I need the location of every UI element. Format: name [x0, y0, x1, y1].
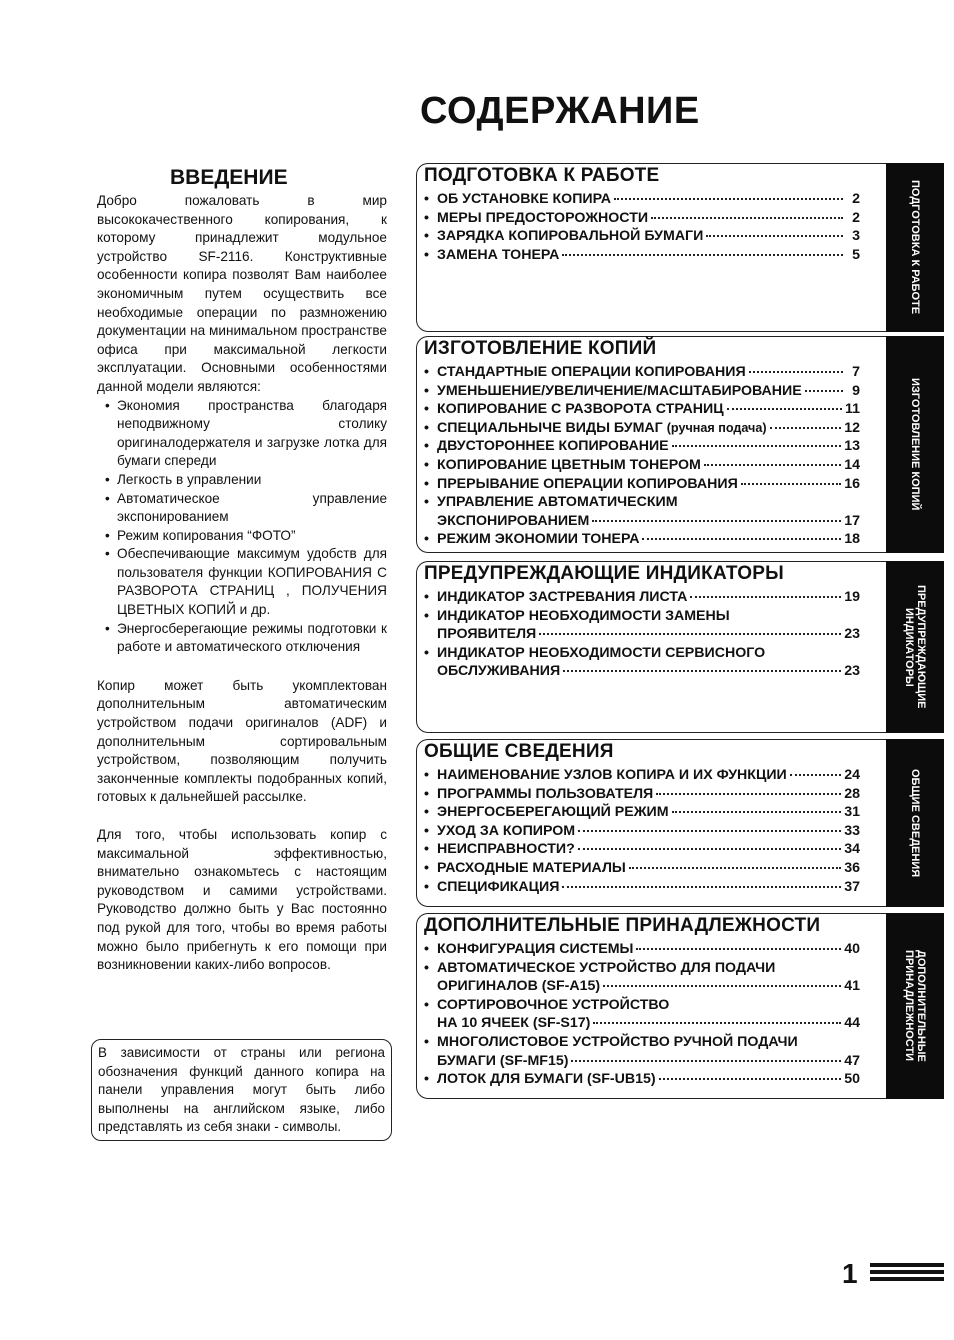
bullet-icon: •	[424, 531, 429, 548]
toc-entry-title: ОБСЛУЖИВАНИЯ	[437, 663, 561, 680]
section-tab-label: ДОПОЛНИТЕЛЬНЫЕ ПРИНАДЛЕЖНОСТИ	[903, 950, 927, 1062]
toc-entry[interactable]	[424, 1033, 860, 1052]
toc-section-copying	[416, 336, 944, 553]
section-tab[interactable]	[886, 913, 944, 1099]
toc-entry-page: 19	[844, 589, 860, 605]
toc-entry-title: ИНДИКАТОР НЕОБХОДИМОСТИ ЗАМЕНЫ	[437, 607, 730, 624]
dot-leader	[578, 848, 841, 850]
toc-entry[interactable]	[424, 382, 860, 401]
bullet-icon: •	[424, 804, 429, 821]
bullet-icon: •	[424, 644, 429, 661]
toc-entry-page: 23	[844, 626, 860, 643]
toc-entry-page: 13	[844, 438, 860, 455]
dot-leader	[706, 235, 843, 237]
toc-entry[interactable]	[424, 644, 860, 663]
bullet-icon: •	[424, 607, 429, 624]
toc-entry-note: (ручная подача)	[666, 420, 767, 435]
toc-entry[interactable]	[424, 456, 860, 475]
toc-entry-page: 34	[844, 841, 860, 858]
bullet-icon: •	[424, 246, 429, 263]
toc-entry[interactable]	[424, 437, 860, 456]
toc-entries	[424, 766, 860, 896]
toc-entry-title: КОПИРОВАНИЕ С РАЗВОРОТА СТРАНИЦ	[437, 401, 724, 418]
toc-entries	[424, 588, 860, 681]
toc-entry-title: РЕЖИМ ЭКОНОМИИ ТОНЕРА	[437, 531, 640, 548]
bullet-icon: •	[424, 494, 429, 511]
dot-leader	[770, 427, 842, 429]
feature-item: • Режим копирования “ФОТО”	[117, 527, 387, 546]
toc-entry[interactable]	[424, 878, 860, 897]
feature-item: • Энергосберегающие режимы подготовки к работе и автоматического отключения	[117, 620, 387, 657]
bullet-icon: •	[424, 191, 429, 207]
toc-entry-title: ОБ УСТАНОВКЕ КОПИРА	[437, 191, 612, 207]
toc-entry-page: 36	[844, 859, 860, 876]
toc-entry[interactable]	[424, 190, 860, 209]
toc-entry[interactable]	[424, 400, 860, 419]
toc-entry[interactable]	[424, 363, 860, 382]
section-tab[interactable]	[886, 163, 944, 332]
toc-entries	[424, 940, 860, 1089]
toc-entry-title: ИНДИКАТОР НЕОБХОДИМОСТИ СЕРВИСНОГО	[437, 644, 766, 661]
bullet-icon: •	[424, 859, 429, 876]
dot-leader	[629, 867, 841, 869]
toc-entry-page: 44	[844, 1015, 860, 1032]
toc-entry[interactable]	[424, 512, 860, 531]
toc-entry[interactable]	[424, 1014, 860, 1033]
toc-entry-title: НА 10 ЯЧЕЕК (SF-S17)	[437, 1015, 591, 1032]
toc-entry-title: ПРОЯВИТЕЛЯ	[437, 626, 537, 643]
page-number-rule	[870, 1270, 944, 1274]
toc-entry-title: ДВУСТОРОННЕЕ КОПИРОВАНИЕ	[437, 438, 669, 455]
toc-entry[interactable]	[424, 493, 860, 512]
section-tab[interactable]	[886, 739, 944, 907]
dot-leader	[672, 445, 842, 447]
bullet-icon: •	[424, 419, 429, 436]
section-heading: ПОДГОТОВКА К РАБОТЕ	[424, 165, 660, 186]
dot-leader	[690, 596, 841, 598]
toc-entry[interactable]	[424, 859, 860, 878]
toc-entry-page: 14	[844, 456, 860, 473]
section-tab[interactable]	[886, 336, 944, 553]
dot-leader	[636, 948, 841, 950]
toc-entry-title: УМЕНЬШЕНИЕ/УВЕЛИЧЕНИЕ/МАСШТАБИРОВАНИЕ	[437, 382, 802, 399]
toc-entry[interactable]	[424, 475, 860, 494]
dot-leader	[562, 254, 843, 256]
bullet-icon: •	[424, 456, 429, 473]
toc-entry-page: 28	[844, 785, 860, 802]
toc-entry-page: 18	[844, 531, 860, 548]
toc-entry-page: 2	[852, 191, 860, 207]
toc-entry-title: СОРТИРОВОЧНОЕ УСТРОЙСТВО	[437, 996, 670, 1013]
bullet-icon: •	[424, 878, 429, 895]
toc-entry-title: АВТОМАТИЧЕСКОЕ УСТРОЙСТВО ДЛЯ ПОДАЧИ	[437, 959, 776, 976]
dot-leader	[749, 371, 843, 373]
bullet-icon: •	[424, 382, 429, 399]
toc-entry-page: 23	[844, 663, 860, 680]
feature-item: • Обеспечивающие максимум удобств для пользователя функции КОПИРОВАНИЯ С РАЗВОРОТА СТРАНИЦ , ПОЛУЧЕНИЯ ЦВЕТНЫХ КОПИЙ и др.	[117, 545, 387, 619]
bullet-icon: •	[424, 785, 429, 802]
toc-entry-page: 9	[852, 382, 860, 399]
bullet-icon: •	[424, 941, 429, 957]
dot-leader	[539, 633, 841, 635]
toc-entry-title: РАСХОДНЫЕ МАТЕРИАЛЫ	[437, 859, 626, 876]
toc-entry-page: 17	[844, 512, 860, 529]
bullet-icon: •	[424, 822, 429, 839]
toc-section-preparation	[416, 163, 944, 332]
toc-entry-page: 16	[844, 475, 860, 492]
section-heading: ПРЕДУПРЕЖДАЮЩИЕ ИНДИКАТОРЫ	[424, 563, 784, 584]
intro-paragraph: Для того, чтобы использовать копир с максимальной эффективностью, внимательно ознакомьтесь с настоящим руководством и самими устройствами. Руководство должно быть у Вас постоянно под рукой для того, чтобы во время работы можно было прибегнуть к его помощи при возникновении каких-либо вопросов.	[97, 827, 387, 973]
toc-entry-page: 33	[844, 822, 860, 839]
toc-entry-page: 12	[844, 419, 860, 436]
toc-entry-title: УПРАВЛЕНИЕ АВТОМАТИЧЕСКИМ	[437, 494, 678, 511]
toc-entry-page: 7	[852, 364, 860, 380]
toc-entry-page: 50	[844, 1071, 860, 1088]
bullet-icon: •	[424, 589, 429, 605]
toc-entry[interactable]	[424, 246, 860, 265]
toc-entry[interactable]	[424, 803, 860, 822]
toc-entry[interactable]	[424, 840, 860, 859]
dot-leader	[571, 1060, 841, 1062]
toc-entries	[424, 363, 860, 549]
toc-entry-page: 31	[844, 804, 860, 821]
toc-section-indicators	[416, 561, 944, 733]
bullet-icon: •	[424, 209, 429, 226]
toc-entry[interactable]	[424, 662, 860, 681]
toc-entry-page: 41	[844, 978, 860, 995]
dot-leader	[592, 520, 841, 522]
bullet-icon: •	[424, 228, 429, 245]
toc-entry-page: 47	[844, 1052, 860, 1069]
toc-section-general	[416, 739, 944, 907]
toc-entry-page: 3	[852, 228, 860, 245]
dot-leader	[672, 811, 842, 813]
toc-entry-title: ЭКСПОНИРОВАНИЕМ	[437, 512, 590, 529]
dot-leader	[704, 464, 841, 466]
bullet-icon: •	[424, 1033, 429, 1050]
toc-entry-page: 2	[852, 209, 860, 226]
toc-entry[interactable]	[424, 227, 860, 246]
dot-leader	[614, 198, 843, 200]
toc-entries	[424, 190, 860, 264]
toc-entry-page: 24	[844, 767, 860, 783]
section-tab[interactable]	[886, 561, 944, 733]
dot-leader	[790, 774, 842, 776]
region-note: В зависимости от страны или региона обозначения функций данного копира на панели управления могут быть либо выполнены на английском языке, либо представлять из себя знаки - символы.	[91, 1039, 392, 1141]
toc-entry[interactable]	[424, 977, 860, 996]
toc-entry[interactable]	[424, 625, 860, 644]
toc-entry[interactable]	[424, 607, 860, 626]
dot-leader	[805, 390, 843, 392]
dot-leader	[741, 483, 841, 485]
toc-entry[interactable]	[424, 1052, 860, 1071]
toc-entry[interactable]	[424, 996, 860, 1015]
page-number: 1	[842, 1258, 858, 1289]
section-tab-label: ПРЕДУПРЕЖДАЮЩИЕ ИНДИКАТОРЫ	[903, 585, 927, 709]
dot-leader	[656, 793, 841, 795]
feature-item: • Автоматическое управление экспонированием	[117, 490, 387, 527]
bullet-icon: •	[424, 841, 429, 858]
intro-heading: ВВЕДЕНИЕ	[170, 166, 288, 189]
toc-entry-title: КОНФИГУРАЦИЯ СИСТЕМЫ	[437, 941, 634, 957]
bullet-icon: •	[424, 475, 429, 492]
toc-entry-title: СПЕЦИАЛЬНЫЧЕ ВИДЫ БУМАГ	[437, 419, 663, 436]
bullet-icon: •	[424, 364, 429, 380]
section-tab-label: ОБЩИЕ СВЕДЕНИЯ	[909, 768, 921, 878]
toc-entry-title: МНОГОЛИСТОВОЕ УСТРОЙСТВО РУЧНОЙ ПОДАЧИ	[437, 1033, 798, 1050]
bullet-icon: •	[424, 767, 429, 783]
bullet-icon: •	[424, 438, 429, 455]
toc-entry-title: ЗАРЯДКА КОПИРОВАЛЬНОЙ БУМАГИ	[437, 228, 704, 245]
section-tab-label: ИЗГОТОВЛЕНИЕ КОПИЙ	[909, 378, 921, 511]
bullet-icon: •	[424, 996, 429, 1013]
section-heading: ИЗГОТОВЛЕНИЕ КОПИЙ	[424, 338, 657, 359]
dot-leader	[593, 1022, 841, 1024]
feature-item: • Легкость в управлении	[117, 471, 387, 490]
toc-entry[interactable]	[424, 766, 860, 785]
feature-list	[97, 397, 387, 657]
toc-entry[interactable]	[424, 209, 860, 228]
page-title: СОДЕРЖАНИЕ	[420, 90, 700, 132]
toc-entry[interactable]	[424, 940, 860, 959]
toc-entry-title: ОРИГИНАЛОВ (SF-A15)	[437, 978, 601, 995]
toc-entry[interactable]	[424, 419, 860, 438]
intro-paragraph: Копир может быть укомплектован дополнительным автоматическим устройством подачи оригиналов (ADF) и дополнительным сортировальным устройством, позволяющим получить законченные комплекты подобранных копий, готовых к дальнейшей рассылке.	[97, 677, 387, 805]
dot-leader	[562, 886, 841, 888]
section-tab-label: ПОДГОТОВКА К РАБОТЕ	[909, 180, 921, 315]
toc-entry-title: КОПИРОВАНИЕ ЦВЕТНЫМ ТОНЕРОМ	[437, 456, 701, 473]
intro-paragraph: Добро пожаловать в мир высококачественного копирования, к которому принадлежит модульное устройство SF-2116. Конструктивные особенности копира позволят Вам наиболее экономичным путем осуществить все необходимые операции по размножению документации на минимальном пространстве офиса при максимальной легкости эксплуатации. Основными особенностями данной модели являются:	[97, 193, 387, 394]
toc-entry[interactable]	[424, 785, 860, 804]
dot-leader	[651, 217, 843, 219]
toc-entry[interactable]	[424, 959, 860, 978]
toc-entry-title: МЕРЫ ПРЕДОСТОРОЖНОСТИ	[437, 209, 649, 226]
dot-leader	[603, 985, 841, 987]
toc-entry[interactable]	[424, 1070, 860, 1089]
toc-entry-title: УХОД ЗА КОПИРОМ	[437, 822, 576, 839]
toc-entry-title: СПЕЦИФИКАЦИЯ	[437, 878, 560, 895]
toc-entry[interactable]	[424, 588, 860, 607]
toc-entry[interactable]	[424, 822, 860, 841]
dot-leader	[642, 538, 841, 540]
toc-entry-title: ИНДИКАТОР ЗАСТРЕВАНИЯ ЛИСТА	[437, 589, 688, 605]
toc-entry[interactable]	[424, 530, 860, 549]
bullet-icon: •	[424, 1071, 429, 1088]
toc-entry-title: ПРЕРЫВАНИЕ ОПЕРАЦИИ КОПИРОВАНИЯ	[437, 475, 738, 492]
toc-entry-page: 11	[845, 401, 860, 418]
toc-entry-title: НЕИСПРАВНОСТИ?	[437, 841, 575, 858]
section-heading: ДОПОЛНИТЕЛЬНЫЕ ПРИНАДЛЕЖНОСТИ	[424, 915, 821, 936]
dot-leader	[563, 670, 841, 672]
bullet-icon: •	[424, 401, 429, 418]
dot-leader	[727, 408, 842, 410]
page-number-rule	[870, 1263, 944, 1267]
toc-entry-title: БУМАГИ (SF-MF15)	[437, 1052, 569, 1069]
dot-leader	[659, 1078, 842, 1080]
toc-entry-page: 40	[844, 941, 860, 957]
section-heading: ОБЩИЕ СВЕДЕНИЯ	[424, 741, 614, 762]
toc-entry-title: НАИМЕНОВАНИЕ УЗЛОВ КОПИРА И ИХ ФУНКЦИИ	[437, 767, 787, 783]
toc-entry-page: 5	[852, 246, 860, 263]
toc-entry-title: ПРОГРАММЫ ПОЛЬЗОВАТЕЛЯ	[437, 785, 654, 802]
intro-text	[97, 192, 387, 975]
page-number-rule	[870, 1277, 944, 1281]
toc-section-accessories	[416, 913, 944, 1099]
toc-entry-page: 37	[844, 878, 860, 895]
dot-leader	[578, 830, 841, 832]
feature-item: • Экономия пространства благодаря неподвижному столику оригиналодержателя и загрузке лотка для бумаги спереди	[117, 397, 387, 471]
bullet-icon: •	[424, 959, 429, 976]
toc-entry-title: ЭНЕРГОСБЕРЕГАЮЩИЙ РЕЖИМ	[437, 804, 669, 821]
toc-entry-title: ЛОТОК ДЛЯ БУМАГИ (SF-UB15)	[437, 1071, 656, 1088]
toc-entry-title: СТАНДАРТНЫЕ ОПЕРАЦИИ КОПИРОВАНИЯ	[437, 364, 746, 380]
toc-entry-title: ЗАМЕНА ТОНЕРА	[437, 246, 560, 263]
